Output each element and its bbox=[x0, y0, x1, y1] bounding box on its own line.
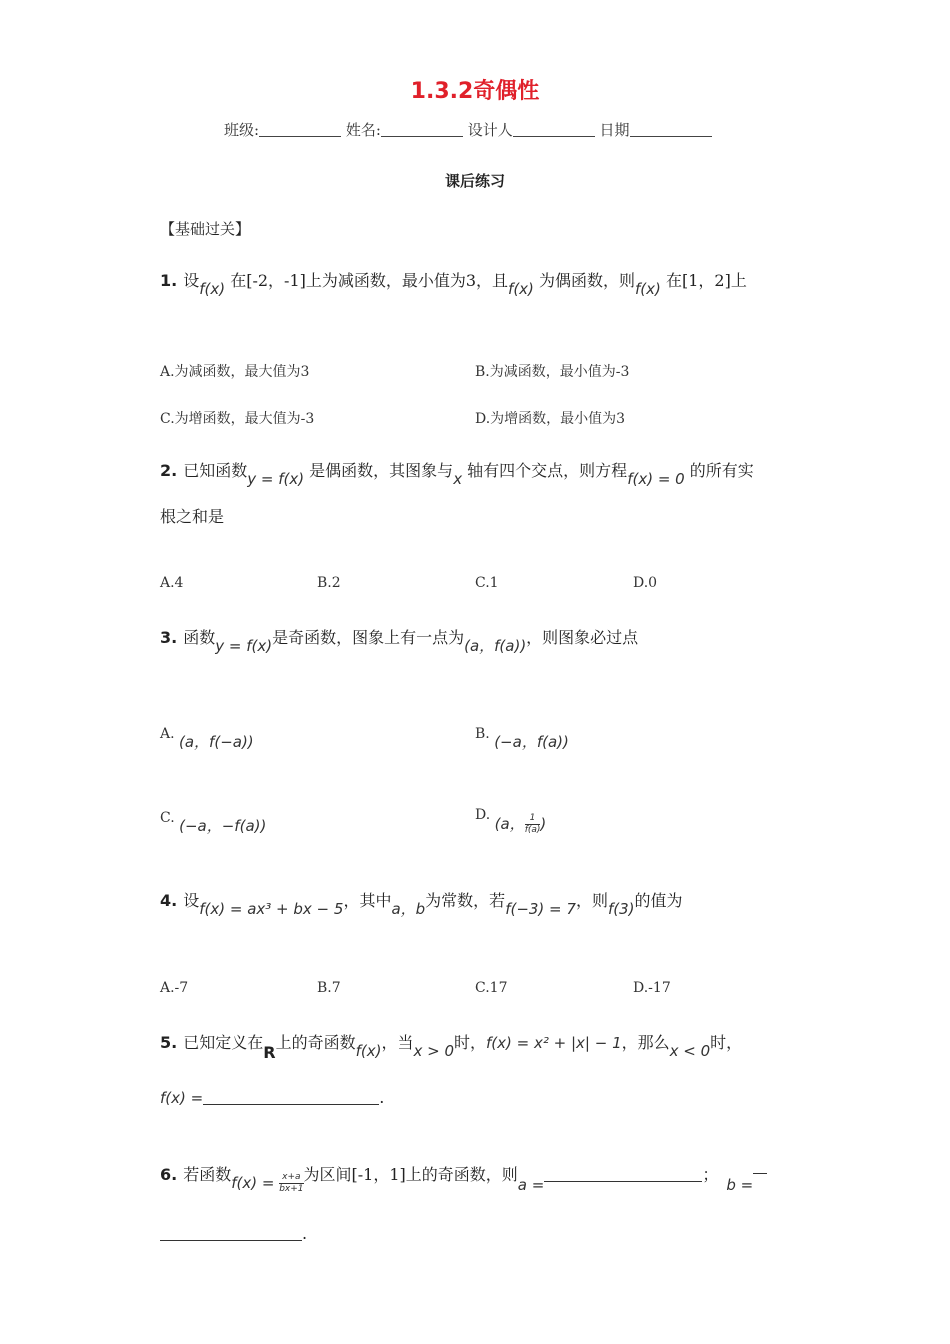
q4-formula: a，b bbox=[391, 900, 426, 918]
question-3 bbox=[160, 625, 639, 655]
formula-part: f(x) = bbox=[231, 1174, 275, 1192]
q6-text: 为区间[-1，1]上的奇函数，则 bbox=[303, 1165, 518, 1184]
q4-formula: f(3) bbox=[607, 900, 635, 918]
formula-part: (a， bbox=[494, 815, 525, 833]
q1-text: 设 bbox=[183, 271, 200, 290]
q6-answer-line bbox=[160, 1224, 307, 1243]
q5-real-set: R bbox=[263, 1043, 276, 1062]
q1-text: 为偶函数，则 bbox=[539, 271, 636, 290]
q4-text: 的值为 bbox=[634, 891, 683, 910]
fraction-numerator: x+a bbox=[279, 1172, 303, 1184]
q1-formula: f(x) bbox=[199, 280, 226, 298]
q3-formula: y = f(x) bbox=[215, 637, 273, 655]
option-formula: (−a，−f(a)) bbox=[179, 817, 267, 835]
q4-number: 4. bbox=[160, 891, 178, 910]
q2-option-a[interactable]: A.4 bbox=[160, 575, 184, 591]
q1-formula: f(x) bbox=[508, 280, 534, 298]
q6-b-blank-start[interactable] bbox=[753, 1169, 767, 1174]
name-label: 姓名: bbox=[345, 121, 381, 139]
q4-formula: f(x) = ax³ + bx − 5 bbox=[199, 900, 344, 918]
q2-formula: f(x) = 0 bbox=[627, 470, 685, 488]
q2-text: 轴有四个交点，则方程 bbox=[467, 461, 628, 480]
q5-period: . bbox=[379, 1088, 385, 1107]
q4-text: ，则 bbox=[575, 891, 608, 910]
question-5 bbox=[160, 1030, 743, 1062]
q5-formula: x < 0 bbox=[669, 1042, 711, 1060]
q5-formula: f(x) bbox=[355, 1042, 382, 1060]
q2-text: 的所有实 bbox=[689, 461, 754, 480]
subtitle: 课后练习 bbox=[444, 172, 505, 190]
q2-line-2: 根之和是 bbox=[160, 507, 225, 526]
option-label: B. bbox=[475, 726, 490, 742]
q6-b-expr: b = bbox=[726, 1176, 754, 1194]
q6-a-expr: a = bbox=[517, 1176, 545, 1194]
q5-formula: f(x) = x² + |x| − 1 bbox=[486, 1034, 622, 1052]
q3-text: 是奇函数，图象上有一点为 bbox=[272, 628, 465, 647]
option-formula: (a，f(−a)) bbox=[179, 733, 254, 751]
q1-option-a[interactable]: A.为减函数，最大值为3 bbox=[160, 364, 310, 380]
q5-answer-blank[interactable] bbox=[203, 1090, 379, 1105]
option-label: C. bbox=[160, 810, 175, 826]
q4-option-d[interactable]: D.-17 bbox=[633, 980, 671, 996]
q4-text: 设 bbox=[183, 891, 200, 910]
q4-text: ，其中 bbox=[343, 891, 392, 910]
q2-option-d[interactable]: D.0 bbox=[633, 575, 658, 591]
q3-formula: (a，f(a)) bbox=[464, 637, 527, 655]
page-title: 1.3.2奇偶性 bbox=[410, 79, 540, 104]
section-heading: 【基础过关】 bbox=[160, 220, 251, 238]
q3-text: ，则图象必过点 bbox=[526, 628, 639, 647]
class-label: 班级: bbox=[224, 121, 260, 139]
question-2 bbox=[160, 458, 754, 488]
q3-option-b[interactable] bbox=[475, 722, 569, 751]
fraction-numerator: 1 bbox=[525, 813, 541, 825]
q2-text: 已知函数 bbox=[183, 461, 248, 480]
q6-semicolon: ； bbox=[702, 1165, 719, 1184]
q5-formula: x > 0 bbox=[413, 1042, 454, 1060]
q1-option-d[interactable]: D.为增函数，最小值为3 bbox=[475, 411, 626, 427]
option-formula bbox=[495, 815, 547, 833]
q1-option-b[interactable]: B.为减函数，最小值为-3 bbox=[475, 364, 630, 380]
q4-text: 为常数，若 bbox=[425, 891, 506, 910]
q4-option-c[interactable]: C.17 bbox=[475, 980, 508, 996]
q1-option-c[interactable]: C.为增函数，最大值为-3 bbox=[160, 411, 315, 427]
q2-text: 是偶函数，其图象与 bbox=[309, 461, 454, 480]
q5-text: 时， bbox=[710, 1033, 743, 1052]
question-1 bbox=[160, 268, 747, 298]
option-label: A. bbox=[160, 726, 175, 742]
q5-answer-line bbox=[160, 1088, 384, 1107]
designer-label: 设计人 bbox=[467, 121, 513, 139]
info-line bbox=[224, 119, 712, 140]
fraction-denominator: f(a) bbox=[524, 825, 541, 835]
q2-number: 2. bbox=[160, 461, 178, 480]
fraction-denominator: bx+1 bbox=[279, 1184, 304, 1194]
q1-number: 1. bbox=[160, 271, 178, 290]
formula-part: ) bbox=[540, 815, 547, 833]
q5-text: ，当 bbox=[381, 1033, 414, 1052]
q3-option-c[interactable] bbox=[160, 806, 267, 835]
q3-option-a[interactable] bbox=[160, 722, 254, 751]
q3-text: 函数 bbox=[183, 628, 216, 647]
q2-formula: x bbox=[453, 470, 463, 488]
question-6 bbox=[160, 1162, 767, 1194]
q1-text: 在[1，2]上 bbox=[666, 271, 747, 290]
date-blank[interactable] bbox=[630, 122, 712, 137]
q2-option-b[interactable]: B.2 bbox=[317, 575, 341, 591]
q5-answer-expr: f(x) = bbox=[160, 1089, 204, 1107]
question-4 bbox=[160, 888, 683, 918]
class-blank[interactable] bbox=[259, 122, 341, 137]
q1-formula: f(x) bbox=[635, 280, 661, 298]
q6-a-blank[interactable] bbox=[544, 1167, 702, 1182]
q1-text: 在[-2，-1]上为减函数，最小值为3，且 bbox=[230, 271, 509, 290]
q6-text: 若函数 bbox=[183, 1165, 232, 1184]
q5-text: 已知定义在 bbox=[183, 1033, 264, 1052]
fraction bbox=[525, 813, 541, 836]
q6-period: . bbox=[302, 1224, 308, 1243]
q4-option-b[interactable]: B.7 bbox=[317, 980, 341, 996]
date-label: 日期 bbox=[599, 121, 630, 139]
q6-b-blank[interactable] bbox=[160, 1226, 302, 1241]
q3-number: 3. bbox=[160, 628, 178, 647]
fraction bbox=[279, 1172, 303, 1195]
q6-formula bbox=[231, 1174, 303, 1192]
name-blank[interactable] bbox=[381, 122, 463, 137]
q4-option-a[interactable]: A.-7 bbox=[160, 980, 189, 996]
q3-option-d[interactable] bbox=[475, 803, 547, 835]
q5-number: 5. bbox=[160, 1033, 178, 1052]
q5-text: 上的奇函数 bbox=[275, 1033, 356, 1052]
q2-option-c[interactable]: C.1 bbox=[475, 575, 499, 591]
option-formula: (−a，f(a)) bbox=[494, 733, 569, 751]
q2-formula: y = f(x) bbox=[247, 470, 305, 488]
option-label: D. bbox=[475, 807, 491, 823]
q5-text: ，那么 bbox=[621, 1033, 670, 1052]
q5-text: 时， bbox=[454, 1033, 487, 1052]
q4-formula: f(−3) = 7 bbox=[505, 900, 576, 918]
q6-number: 6. bbox=[160, 1165, 178, 1184]
designer-blank[interactable] bbox=[513, 122, 595, 137]
